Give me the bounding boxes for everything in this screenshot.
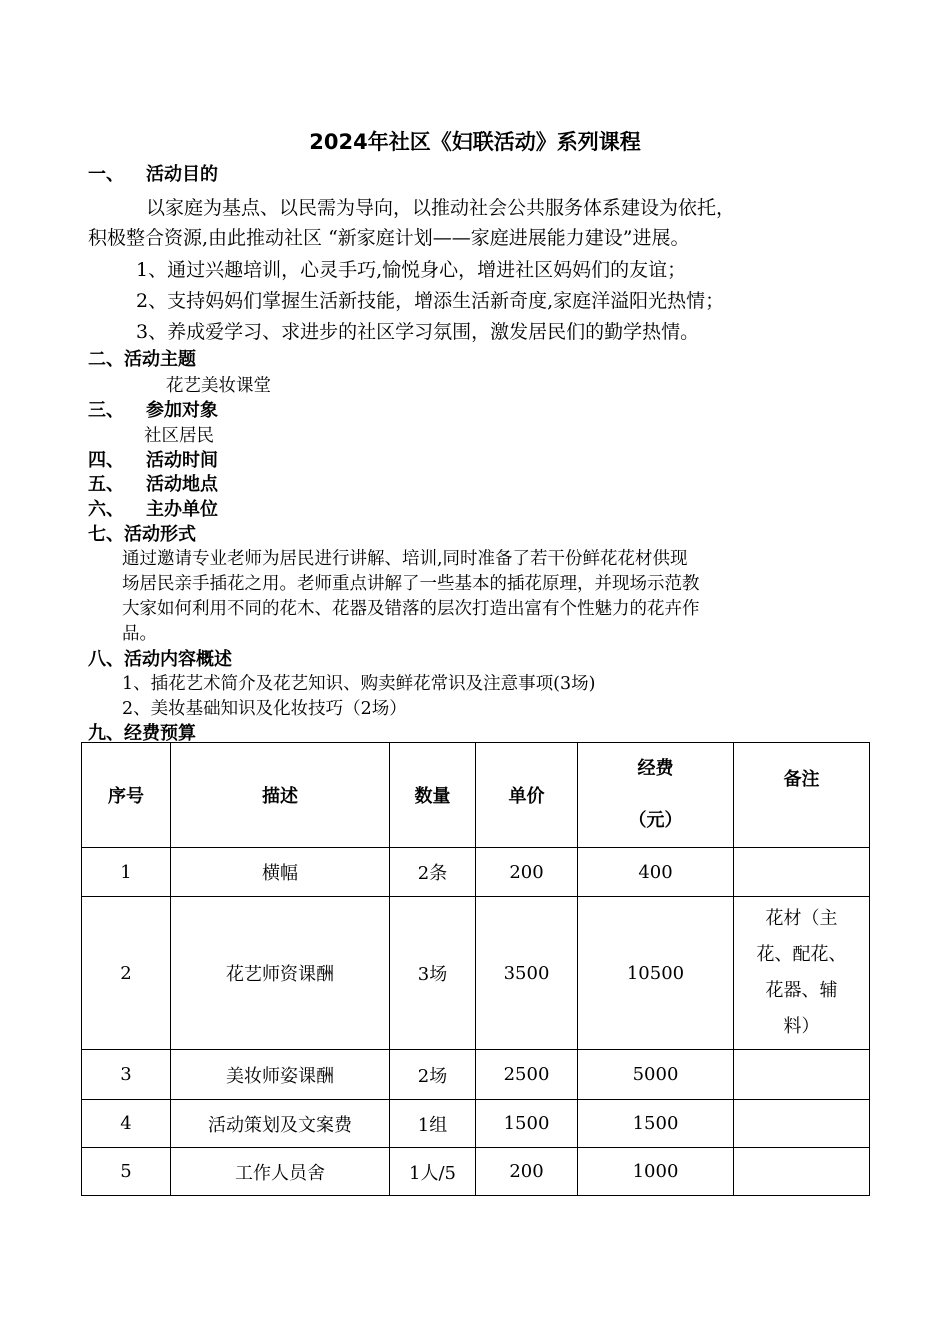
cell-no: 4 xyxy=(82,1100,171,1148)
section-8-title: 活动内容概述 xyxy=(124,649,232,670)
section-2-title: 活动主题 xyxy=(124,349,196,370)
header-note: 备注 xyxy=(734,743,870,848)
cell-fee: 400 xyxy=(578,848,734,897)
header-price: 单价 xyxy=(476,743,578,848)
table-row xyxy=(82,1050,870,1100)
section-1-intro-line-1: 以家庭为基点、以民需为导向，以推动社会公共服务体系建设为依托， xyxy=(146,197,736,219)
section-7-number: 七、 xyxy=(88,524,124,545)
section-8-number: 八、 xyxy=(88,649,124,670)
section-5-heading xyxy=(88,470,218,496)
section-7-line: 通过邀请专业老师为居民进行讲解、培训,同时准备了若干份鲜花花材供现 xyxy=(122,549,688,569)
section-4-title: 活动时间 xyxy=(146,450,218,471)
note-line: 花器、辅 xyxy=(765,980,838,1001)
section-1-number: 一、 xyxy=(88,164,124,185)
cell-no: 2 xyxy=(82,897,171,1050)
section-2-content: 花艺美妆课堂 xyxy=(166,376,271,396)
cell-qty: 1人/5 xyxy=(390,1148,476,1196)
section-5-number: 五、 xyxy=(88,474,124,495)
section-1-item: 3、养成爱学习、求进步的社区学习氛围，激发居民们的勤学热情。 xyxy=(136,321,700,343)
section-8-heading xyxy=(88,645,232,671)
section-4-number: 四、 xyxy=(88,450,124,471)
section-5-title: 活动地点 xyxy=(146,474,218,495)
table-row xyxy=(82,1100,870,1148)
cell-desc: 横幅 xyxy=(171,848,390,897)
header-fee-line-2: （元） xyxy=(628,810,683,831)
section-1-intro-line-2: 积极整合资源,由此推动社区 “新家庭计划——家庭进展能力建设”进展。 xyxy=(88,227,690,249)
section-2-heading xyxy=(88,345,196,371)
cell-price: 2500 xyxy=(476,1050,578,1100)
cell-note xyxy=(734,1148,870,1196)
header-fee xyxy=(578,743,734,848)
cell-fee: 1500 xyxy=(578,1100,734,1148)
note-line: 花材（主 xyxy=(765,908,838,929)
cell-desc: 活动策划及文案费 xyxy=(171,1100,390,1148)
header-no: 序号 xyxy=(82,743,171,848)
section-4-heading xyxy=(88,446,218,472)
cell-fee: 1000 xyxy=(578,1148,734,1196)
section-6-title: 主办单位 xyxy=(146,499,218,520)
section-6-heading xyxy=(88,495,218,521)
cell-price: 1500 xyxy=(476,1100,578,1148)
section-3-title: 参加对象 xyxy=(146,400,218,421)
cell-no: 5 xyxy=(82,1148,171,1196)
section-3-number: 三、 xyxy=(88,400,124,421)
section-1-item: 1、通过兴趣培训，心灵手巧,愉悦身心，增进社区妈妈们的友谊； xyxy=(136,259,687,281)
section-2-number: 二、 xyxy=(88,349,124,370)
cell-qty: 2场 xyxy=(390,1050,476,1100)
section-8-item: 1、插花艺术简介及花艺知识、购卖鲜花常识及注意事项(3场) xyxy=(122,674,596,694)
cell-note xyxy=(734,848,870,897)
table-header-row xyxy=(82,743,870,848)
table-row xyxy=(82,1148,870,1196)
section-8-item: 2、美妆基础知识及化妆技巧（2场） xyxy=(122,699,407,719)
table-row xyxy=(82,848,870,897)
cell-no: 3 xyxy=(82,1050,171,1100)
cell-fee: 5000 xyxy=(578,1050,734,1100)
section-9-number: 九、 xyxy=(88,723,124,744)
cell-price: 3500 xyxy=(476,897,578,1050)
cell-desc: 花艺师资课酬 xyxy=(171,897,390,1050)
cell-qty: 1组 xyxy=(390,1100,476,1148)
section-6-number: 六、 xyxy=(88,499,124,520)
note-line: 料） xyxy=(783,1016,820,1037)
header-qty: 数量 xyxy=(390,743,476,848)
cell-desc: 工作人员舍 xyxy=(171,1148,390,1196)
section-3-content: 社区居民 xyxy=(144,426,214,446)
cell-fee: 10500 xyxy=(578,897,734,1050)
document-title: 2024年社区《妇联活动》系列课程 xyxy=(309,130,641,154)
section-7-heading xyxy=(88,520,196,546)
section-9-title: 经费预算 xyxy=(124,723,196,744)
cell-note xyxy=(734,1100,870,1148)
section-1-title: 活动目的 xyxy=(146,164,218,185)
section-7-title: 活动形式 xyxy=(124,524,196,545)
section-1-heading xyxy=(88,160,218,186)
cell-desc: 美妆师姿课酬 xyxy=(171,1050,390,1100)
cell-price: 200 xyxy=(476,848,578,897)
cell-note xyxy=(734,897,870,1050)
cell-price: 200 xyxy=(476,1148,578,1196)
section-1-item: 2、支持妈妈们掌握生活新技能，增添生活新奇度,家庭洋溢阳光热情； xyxy=(136,290,725,312)
section-3-heading xyxy=(88,396,218,422)
budget-table xyxy=(81,742,870,1196)
cell-note xyxy=(734,1050,870,1100)
cell-qty: 2条 xyxy=(390,848,476,897)
header-fee-line-1: 经费 xyxy=(637,758,674,779)
section-7-line: 品。 xyxy=(122,624,157,644)
cell-no: 1 xyxy=(82,848,171,897)
cell-qty: 3场 xyxy=(390,897,476,1050)
section-7-line: 大家如何利用不同的花木、花器及错落的层次打造出富有个性魅力的花卉作 xyxy=(122,599,700,619)
section-7-line: 场居民亲手插花之用。老师重点讲解了一些基本的插花原理，并现场示范教 xyxy=(122,574,700,594)
header-desc: 描述 xyxy=(171,743,390,848)
note-line: 花、配花、 xyxy=(756,944,847,965)
table-row xyxy=(82,897,870,1050)
